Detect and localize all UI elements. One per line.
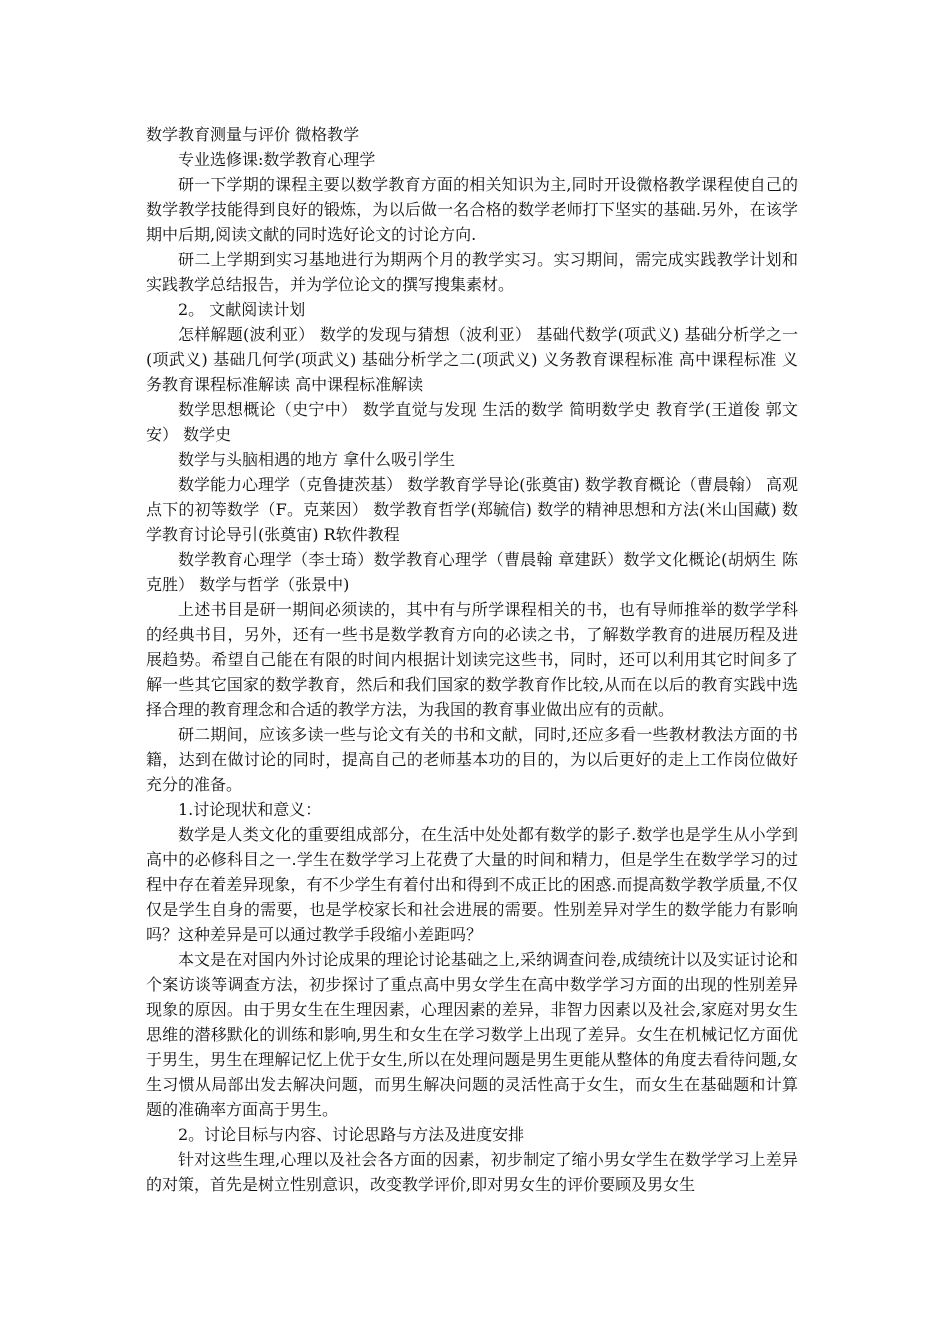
section-heading-reading-plan: 2。 文献阅读计划	[178, 300, 306, 319]
paragraph-research-significance: 数学是人类文化的重要组成部分，在生活中处处都有数学的影子.数学也是学生从小学到高中的必修科目之一.学生在数学学习上花费了大量的时间和精力，但是学生在数学学习的过程中存在着差异现象，有不少学生有着付出和得到不成正比的困惑.而提高数学教学质量,不仅仅是学生自身的需要，也是学校家长和社会进展的需要。性别差异对学生的数学能力有影响吗？这种差异是可以通过教学手段缩小差距吗？	[146, 825, 798, 944]
paragraph-second-year-reading: 研二期间，应该多读一些与论文有关的书和文献，同时,还应多看一些教材教法方面的书籍，达到在做讨论的同时，提高自己的老师基本功的目的，为以后更好的走上工作岗位做好充分的准备。	[146, 725, 798, 794]
paragraph-course-list: 数学教育测量与评价 微格教学	[146, 125, 360, 144]
paragraph-book-list-2: 数学思想概论（史宁中） 数学直觉与发现 生活的数学 简明数学史 教育学(王道俊 郭文安） 数学史	[146, 400, 798, 444]
paragraph-elective-course: 专业选修课:数学教育心理学	[178, 150, 376, 169]
paragraph-reading-rationale: 上述书目是研一期间必须读的，其中有与所学课程相关的书，也有导师推举的数学学科的经典书目，另外，还有一些书是数学教育方向的必读之书，了解数学教育的进展历程及进展趋势。希望自己能在有限的时间内根据计划读完这些书，同时，还可以利用其它时间多了解一些其它国家的数学教育，然后和我们国家的数学教育作比较,从而在以后的教育实践中选择合理的教育理念和合适的教学方法，为我国的教育事业做出应有的贡献。	[146, 600, 798, 719]
paragraph-book-list-5: 数学教育心理学（李士琦）数学教育心理学（曹晨翰 章建跃）数学文化概论(胡炳生 陈克胜） 数学与哲学（张景中)	[146, 550, 798, 594]
paragraph-second-year-internship: 研二上学期到实习基地进行为期两个月的教学实习。实习期间，需完成实践教学计划和实践教学总结报告，并为学位论文的撰写搜集素材。	[146, 250, 798, 294]
section-heading-research-status: 1.讨论现状和意义：	[178, 800, 322, 819]
paragraph-book-list-3: 数学与头脑相遇的地方 拿什么吸引学生	[178, 450, 456, 469]
paragraph-book-list-4: 数学能力心理学（克鲁捷茨基） 数学教育学导论(张奠宙) 数学教育概论（曹晨翰） 高观点下的初等数学（F。克莱因） 数学教育哲学(郑毓信) 数学的精神思想和方法(米山国藏) 数学教育讨论导引(张奠宙) R软件教程	[146, 475, 798, 544]
section-heading-research-goals: 2。讨论目标与内容、讨论思路与方法及进度安排	[178, 1125, 525, 1144]
paragraph-book-list-1: 怎样解题(波利亚） 数学的发现与猜想（波利亚） 基础代数学(项武义) 基础分析学之一(项武义) 基础几何学(项武义) 基础分析学之二(项武义) 义务教育课程标准 高中课程标准 义务教育课程标准解读 高中课程标准解读	[146, 325, 798, 394]
document-body	[146, 122, 798, 1197]
paragraph-research-summary: 本文是在对国内外讨论成果的理论讨论基础之上,采纳调查问卷,成绩统计以及实证讨论和个案访谈等调查方法，初步探讨了重点高中男女学生在高中数学学习方面的出现的性别差异现象的原因。由于男女生在生理因素，心理因素的差异，非智力因素以及社会,家庭对男女生思维的潜移默化的训练和影响,男生和女生在学习数学上出现了差异。女生在机械记忆方面优于男生，男生在理解记忆上优于女生,所以在处理问题是男生更能从整体的角度去看待问题,女生习惯从局部出发去解决问题，而男生解决问题的灵活性高于女生，而女生在基础题和计算题的准确率方面高于男生。	[146, 950, 798, 1119]
paragraph-first-year-second-term: 研一下学期的课程主要以数学教育方面的相关知识为主,同时开设微格教学课程使自己的数学教学技能得到良好的锻炼，为以后做一名合格的数学老师打下坚实的基础.另外，在该学期中后期,阅读文献的同时选好论文的讨论方向.	[146, 175, 798, 244]
paragraph-strategies: 针对这些生理,心理以及社会各方面的因素，初步制定了缩小男女学生在数学学习上差异的对策，首先是树立性别意识，改变教学评价,即对男女生的评价要顾及男女生	[146, 1150, 798, 1194]
